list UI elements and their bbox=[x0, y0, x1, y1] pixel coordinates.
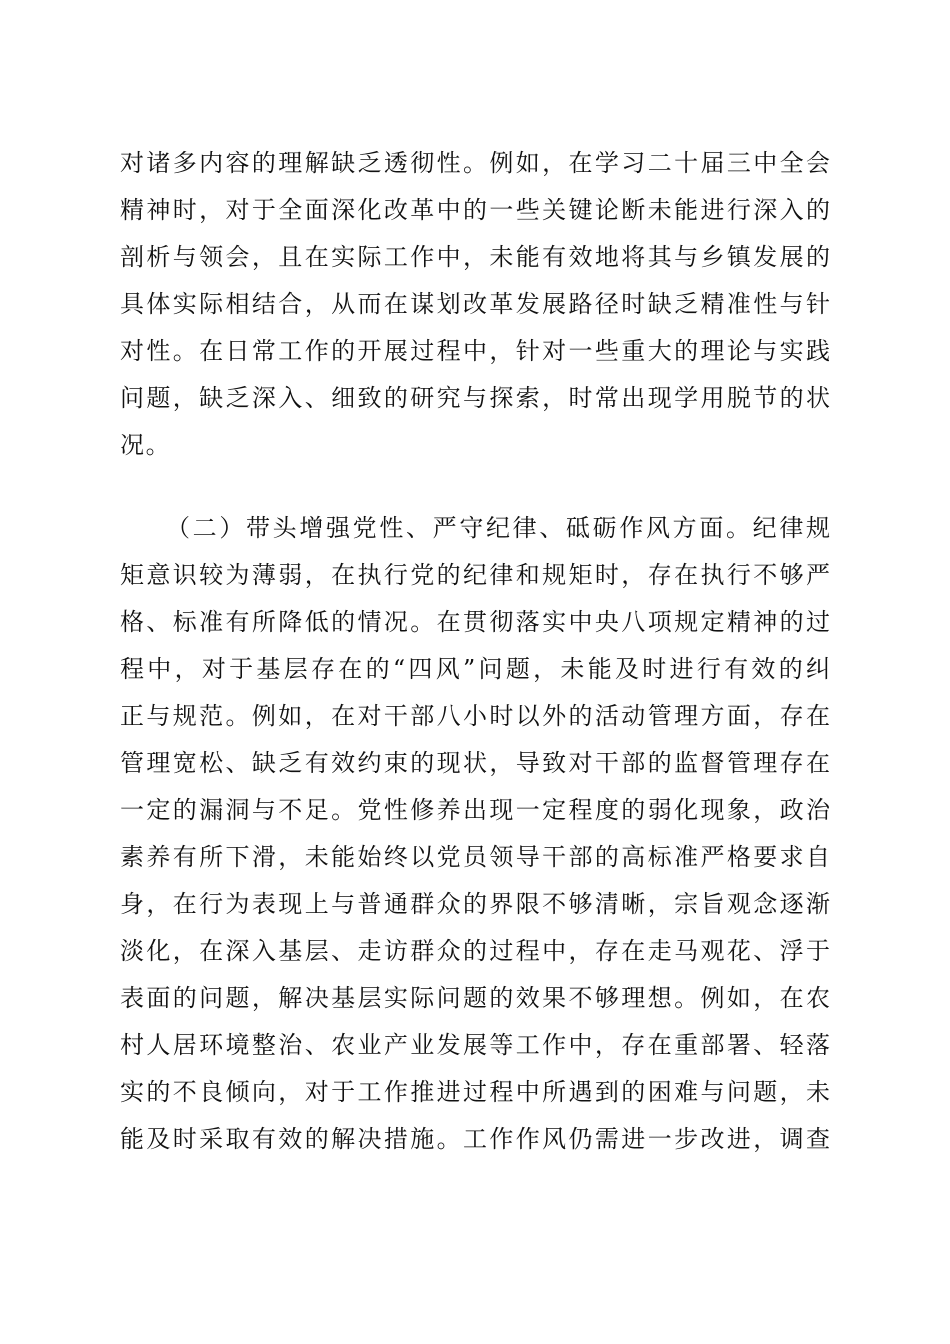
paragraph-study-issues bbox=[120, 140, 830, 469]
text-line: 实的不良倾向，对于工作推进过程中所遇到的困难与问题，未 bbox=[120, 1078, 830, 1106]
text-line: 正与规范。例如，在对干部八小时以外的活动管理方面，存在 bbox=[120, 702, 830, 730]
text-line: 素养有所下滑，未能始终以党员领导干部的高标准严格要求自 bbox=[120, 843, 830, 871]
text-line: 况。 bbox=[120, 431, 172, 459]
text-line: 对性。在日常工作的开展过程中，针对一些重大的理论与实践 bbox=[120, 337, 830, 365]
text-line: 一定的漏洞与不足。党性修养出现一定程度的弱化现象，政治 bbox=[120, 796, 830, 824]
text-line: 身，在行为表现上与普通群众的界限不够清晰，宗旨观念逐渐 bbox=[120, 890, 830, 918]
section-heading-line: （二）带头增强党性、严守纪律、砥砺作风方面。纪律规 bbox=[166, 514, 830, 542]
paragraph-discipline-issues bbox=[120, 505, 830, 1163]
text-line: 对诸多内容的理解缺乏透彻性。例如，在学习二十届三中全会 bbox=[120, 149, 830, 177]
text-line: 淡化，在深入基层、走访群众的过程中，存在走马观花、浮于 bbox=[120, 937, 830, 965]
text-line: 剖析与领会，且在实际工作中，未能有效地将其与乡镇发展的 bbox=[120, 243, 830, 271]
text-line: 精神时，对于全面深化改革中的一些关键论断未能进行深入的 bbox=[120, 196, 830, 224]
text-line: 问题，缺乏深入、细致的研究与探索，时常出现学用脱节的状 bbox=[120, 384, 830, 412]
text-line: 管理宽松、缺乏有效约束的现状，导致对干部的监督管理存在 bbox=[120, 749, 830, 777]
text-line: 具体实际相结合，从而在谋划改革发展路径时缺乏精准性与针 bbox=[120, 290, 830, 318]
text-line: 表面的问题，解决基层实际问题的效果不够理想。例如，在农 bbox=[120, 984, 830, 1012]
text-line: 程中，对于基层存在的“四风”问题，未能及时进行有效的纠 bbox=[120, 655, 830, 683]
text-line: 矩意识较为薄弱，在执行党的纪律和规矩时，存在执行不够严 bbox=[120, 561, 830, 589]
text-line: 格、标准有所降低的情况。在贯彻落实中央八项规定精神的过 bbox=[120, 608, 830, 636]
text-line: 村人居环境整治、农业产业发展等工作中，存在重部署、轻落 bbox=[120, 1031, 830, 1059]
text-line: 能及时采取有效的解决措施。工作作风仍需进一步改进，调查 bbox=[120, 1125, 830, 1153]
